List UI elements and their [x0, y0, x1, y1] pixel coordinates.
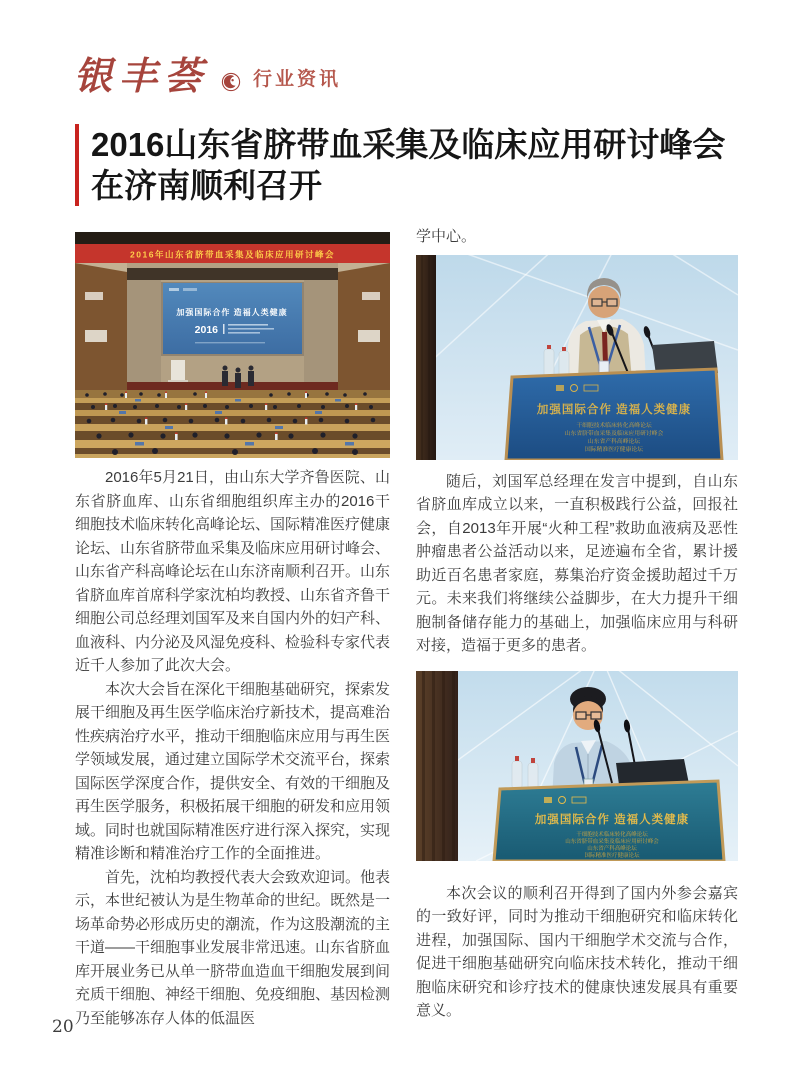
title-accent-bar [75, 124, 79, 206]
svg-text:山东省脐带血采集及临床应用研讨峰会: 山东省脐带血采集及临床应用研讨峰会 [565, 838, 659, 845]
article-title-block [75, 124, 755, 206]
paragraph-3: 首先，沈柏均教授代表大会致欢迎词。他表示，本世纪被认为是生物革命的世纪。既然是一场革命势必形成历史的潮流，作为这股潮流的主干道——干细胞事业发展非常迅速。山东省脐血库开展业务已从单一脐带血造血干细胞发展到间充质干细胞、神经干细胞、免疫细胞、基因检测乃至能够冻存人体的低温医 [75, 868, 391, 1027]
svg-text:山东省产科高峰论坛: 山东省产科高峰论坛 [587, 845, 637, 852]
speaker-photo-2 [416, 671, 738, 861]
right-column [416, 225, 738, 1023]
standing-attendees [222, 366, 254, 389]
header [74, 54, 341, 98]
swirl-icon [221, 72, 241, 92]
article-title [91, 124, 725, 206]
svg-text:干细胞技术临床转化高峰论坛: 干细胞技术临床转化高峰论坛 [576, 422, 652, 429]
svg-text:2016年山东省脐带血采集及临床应用研讨峰会: 2016年山东省脐带血采集及临床应用研讨峰会 [130, 249, 335, 260]
paragraph-4: 随后，刘国军总经理在发言中提到，自山东省脐血库成立以来，一直积极践行公益，回报社会，自2013年开展“火种工程”救助血液病及恶性肿瘤患者公益活动以来，足迹遍布全省，累计援助近百名患者家庭，募集治疗资金援助超过千万元。未来我们将继续公益脚步，在大力提升干细胞制备储存能力的基础上，加强临床应用与科研对接，造福于更多的患者。 [416, 472, 738, 654]
svg-text:加强国际合作 造福人类健康: 加强国际合作 造福人类健康 [534, 813, 690, 826]
svg-text:国际精准医疗健康论坛: 国际精准医疗健康论坛 [585, 446, 643, 453]
svg-text:国际精准医疗健康论坛: 国际精准医疗健康论坛 [584, 852, 640, 859]
podium [506, 369, 722, 460]
speaker-photo-1 [416, 255, 738, 460]
svg-text:山东省脐带血采集及临床应用研讨峰会: 山东省脐带血采集及临床应用研讨峰会 [564, 430, 664, 437]
svg-text:加强国际合作 造福人类健康: 加强国际合作 造福人类健康 [176, 308, 288, 317]
left-column-text [75, 466, 390, 1030]
paragraph-5: 本次会议的顺利召开得到了国内外参会嘉宾的一致好评，同时为推动干细胞研究和临床转化进程，加强国际、国内干细胞学术交流与合作，促进干细胞基础研究向临床技术转化，推动干细胞临床研究和诊疗技术的健康快速发展具有重要意义。 [416, 884, 738, 1019]
paragraph-1: 2016年5月21日，由山东大学齐鲁医院、山东省脐血库、山东省细胞组织库主办的2016干细胞技术临床转化高峰论坛、国际精准医疗健康论坛、山东省脐带血采集及临床应用研讨峰会、山东省产科高峰论坛在山东济南顺利召开。山东省脐血库首席科学家沈柏均教授、山东省齐鲁干细胞公司总经理刘国军及来自国内外的妇产科、血液科、内分泌及风湿免疫科、检验科专家代表近千人参加了此次大会。 [75, 469, 391, 674]
paragraph-2: 本次大会旨在深化干细胞基础研究，探索发展干细胞及再生医学临床治疗新技术，提高难治性疾病治疗水平，推动干细胞临床应用与再生医学领域发展，通过建立国际学术交流平台，探索国际医学深度合作，提供安全、有效的干细胞及再生医学服务，积极拓展干细胞的研发和应用领域。同时也就国际精准医疗进行深入探究，实现精准诊断和精准治疗工作的全面推进。 [75, 680, 391, 862]
left-column [75, 232, 390, 1030]
logo-text: 银丰荟 [74, 53, 210, 98]
svg-text:2016: 2016 [194, 324, 218, 336]
page-number: 20 [52, 1017, 74, 1037]
hall-screen [161, 282, 304, 356]
conference-hall-photo [75, 232, 390, 458]
podium [494, 781, 724, 861]
category-label: 行业资讯 [253, 69, 342, 90]
svg-text:干细胞技术临床转化高峰论坛: 干细胞技术临床转化高峰论坛 [576, 831, 648, 838]
title-line-1: 2016山东省脐带血采集及临床应用研讨峰会 [91, 126, 726, 163]
paragraph-continuation: 学中心。 [416, 228, 477, 245]
svg-text:山东省产科高峰论坛: 山东省产科高峰论坛 [587, 438, 641, 445]
curtain [416, 255, 436, 460]
hall-banner [75, 244, 390, 263]
svg-text:加强国际合作 造福人类健康: 加强国际合作 造福人类健康 [536, 403, 692, 416]
title-line-2: 在济南顺利召开 [91, 167, 322, 204]
